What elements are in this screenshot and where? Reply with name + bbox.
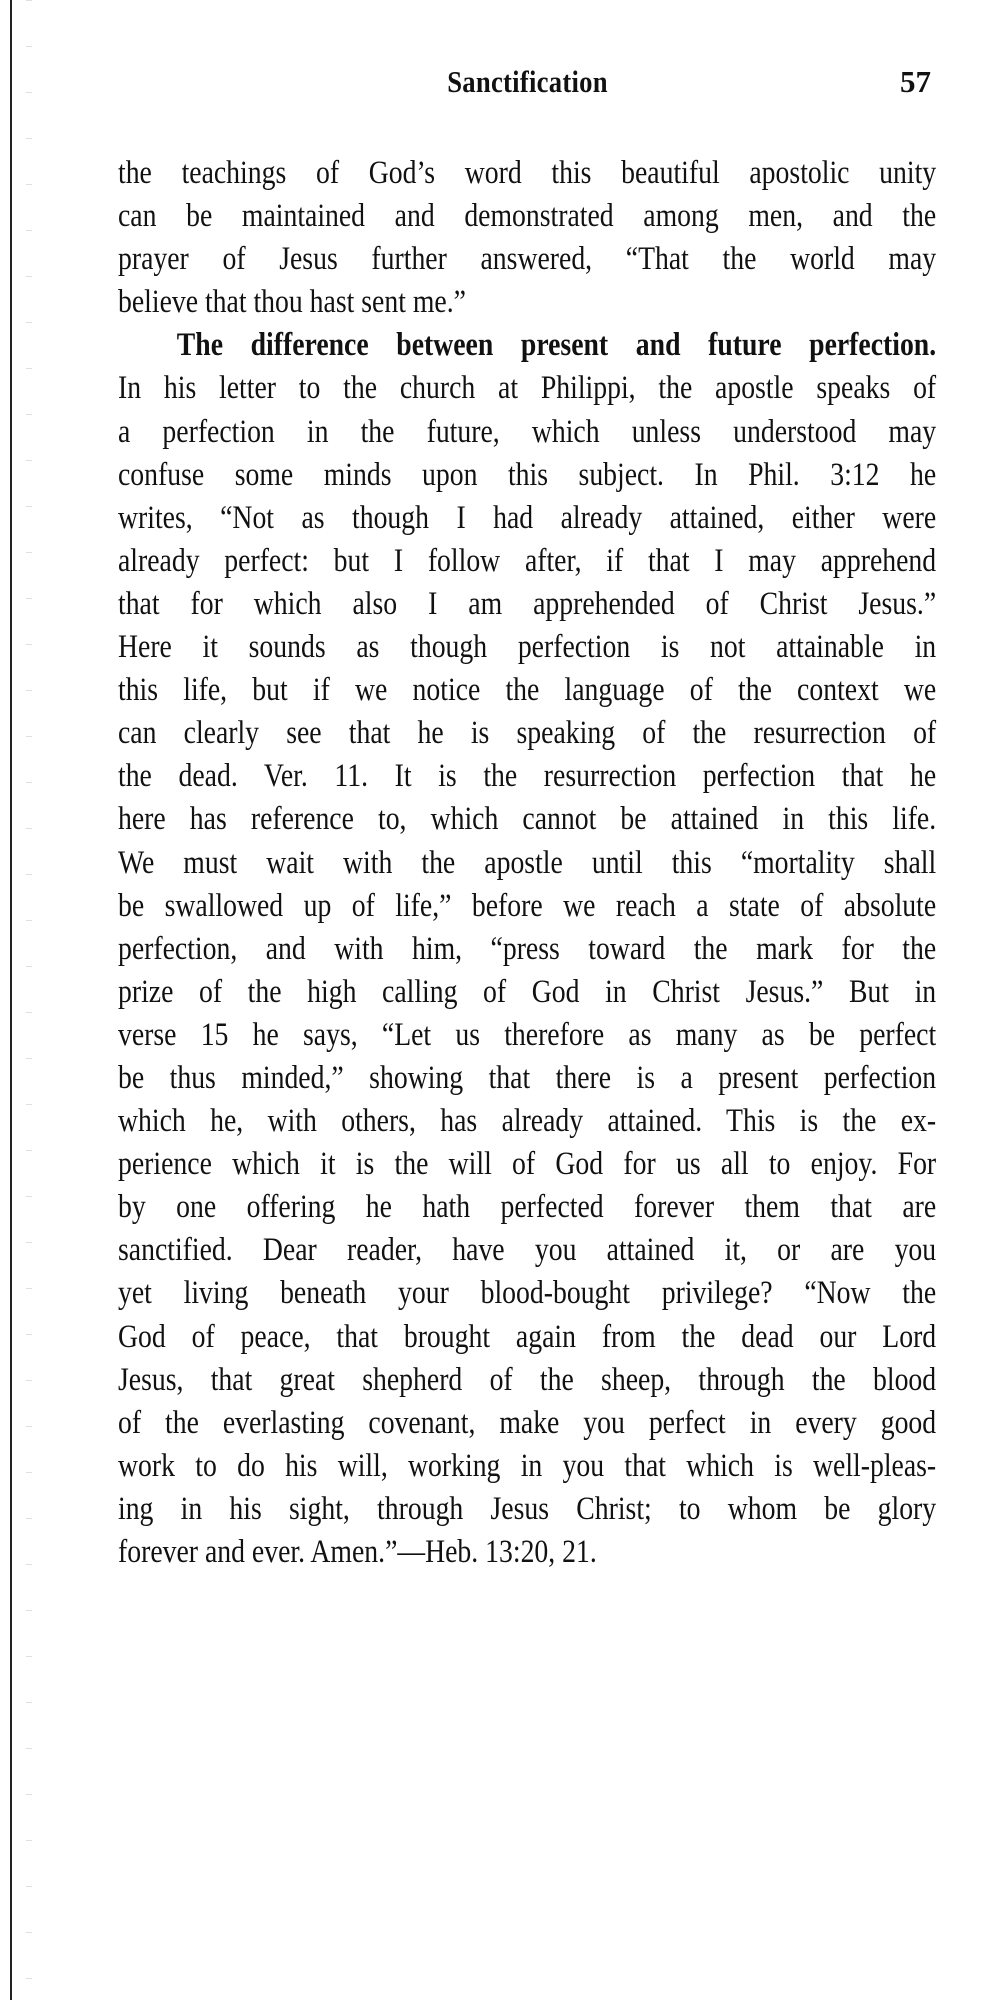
text-line: prayer of Jesus further answered, “That the world may [118,241,937,278]
text-line: this life, but if we notice the language of the context we [118,672,937,709]
text-line: of the everlasting covenant, make you perfect in every good [118,1404,937,1441]
running-title: Sanctification [447,64,608,99]
text-line: that for which also I am apprehended of Christ Jesus.” [118,585,937,622]
scan-margin-specks [26,0,32,2000]
text-line: here has reference to, which cannot be attained in this life. [118,801,937,838]
binding-edge-line [10,0,12,2000]
text-line: be thus minded,” showing that there is a present perfection [118,1059,937,1096]
text-line: believe that thou hast sent me.” [118,284,466,321]
page-number: 57 [900,64,931,99]
text-line: We must wait with the apostle until this “mortality shall [118,844,937,881]
text-line: by one offering he hath perfected forever them that are [118,1189,937,1226]
text-line: perfection, and with him, “press toward the mark for the [118,930,937,967]
text-line: the teachings of God’s word this beautiful apostolic unity [118,155,937,191]
text-line: the dead. Ver. 11. It is the resurrection perfection that he [118,758,937,795]
text-line: a perfection in the future, which unless understood may [118,413,937,450]
text-line: which he, with others, has already attained. This is the ex- [118,1103,937,1140]
text-line: work to do his will, working in you that which is well-pleas- [118,1447,937,1484]
text-line: Jesus, that great shepherd of the sheep, through the blood [118,1361,937,1398]
text-line: writes, “Not as though I had already attained, either were [118,499,937,536]
text-line: yet living beneath your blood-bought privilege? “Now the [118,1275,937,1312]
text-line: God of peace, that brought again from the dead our Lord [118,1318,937,1355]
text-line: In his letter to the church at Philippi, the apostle speaks of [118,370,937,407]
text-line: sanctified. Dear reader, have you attained it, or are you [118,1232,937,1269]
text-line: can clearly see that he is speaking of the resurrection of [118,715,937,752]
text-line: can be maintained and demonstrated among men, and the [118,198,937,235]
text-line: perience which it is the will of God for us all to enjoy. For [118,1146,937,1183]
section-heading: The difference between present and future perfection. [176,327,937,364]
text-line: Here it sounds as though perfection is not attainable in [118,629,937,666]
text-line: verse 15 he says, “Let us therefore as many as be perfect [118,1016,937,1053]
text-line: confuse some minds upon this subject. In Phil. 3:12 he [118,456,937,493]
page-header [120,64,935,104]
text-line: ing in his sight, through Jesus Christ; to whom be glory [118,1490,937,1527]
text-line: already perfect: but I follow after, if that I may apprehend [118,542,937,579]
text-line: be swallowed up of life,” before we reach a state of absolute [118,887,937,924]
text-line: prize of the high calling of God in Christ Jesus.” But in [118,973,937,1010]
page-body [118,152,936,1574]
text-line: forever and ever. Amen.”—Heb. 13:20, 21. [118,1534,597,1570]
